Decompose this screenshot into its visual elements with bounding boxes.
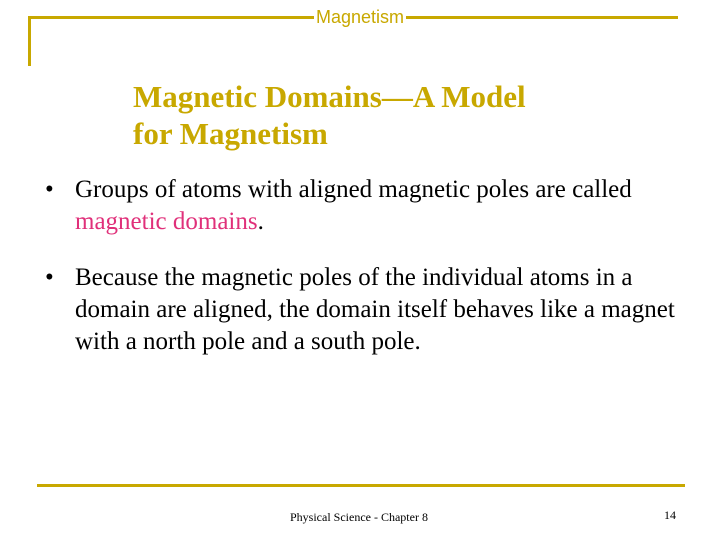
footer-text: Physical Science - Chapter 8 [290, 510, 428, 524]
bullet-item [45, 262, 685, 358]
header-text: Magnetism [315, 7, 405, 27]
page-number: 14 [664, 508, 676, 522]
bullet-list [45, 174, 685, 382]
slide-title [133, 78, 653, 152]
title-line-2: for Magnetism [133, 116, 328, 151]
bullet-1-suffix: . [257, 208, 264, 235]
bullet-1-text: Groups of atoms with aligned magnetic poles are called [75, 176, 632, 203]
bullet-1-highlight: magnetic domains [75, 208, 258, 235]
bullet-icon: • [45, 264, 54, 291]
title-line-1: Magnetic Domains—A Model [133, 79, 526, 114]
bullet-item [45, 174, 685, 238]
bullet-2-text: Because the magnetic poles of the individual atoms in a domain are aligned, the domain itself behaves like a magnet with a north pole and a south pole. [75, 264, 675, 355]
bottom-rule [37, 484, 685, 487]
bullet-icon: • [45, 176, 54, 203]
slide-header [0, 6, 720, 28]
